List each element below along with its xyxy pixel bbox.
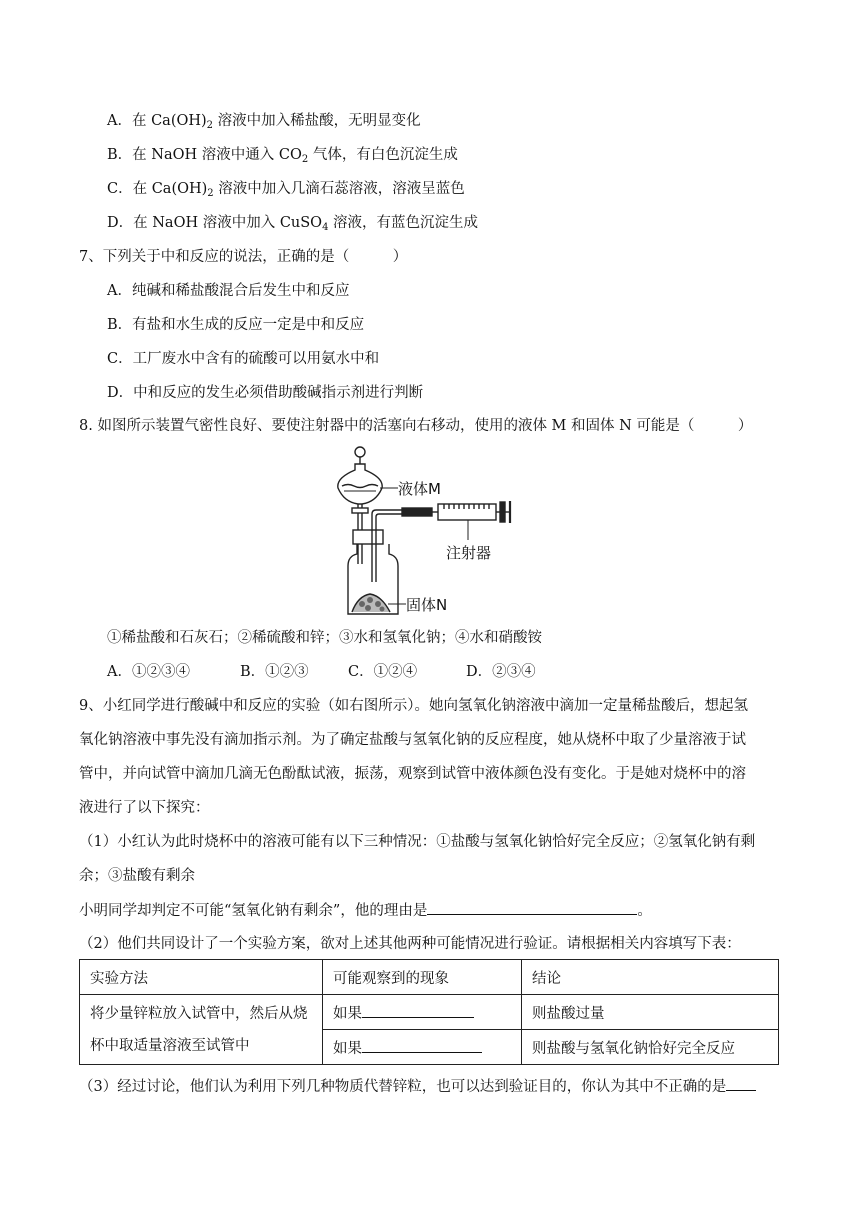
q9-stem-line2: 氧化钠溶液中事先没有滴加指示剂。为了确定盐酸与氢氧化钠的反应程度，她从烧杯中取了少量溶液于试	[79, 732, 746, 748]
q8-option-d: D．②③④	[466, 664, 536, 680]
q9-stem-line4: 液进行了以下探究：	[79, 800, 210, 816]
q8-option-b: B．①②③	[240, 664, 309, 680]
table-header: 结论	[522, 960, 779, 995]
q7-option-d: D．中和反应的发生必须借助酸碱指示剂进行判断	[107, 385, 424, 401]
q9-part1-line3: 小明同学却判定不可能“氢氧化钠有剩余”，他的理由是 。	[79, 900, 652, 921]
reason-answer-blank[interactable]	[427, 900, 637, 915]
method-cell: 将少量锌粒放入试管中，然后从烧 杯中取适量溶液至试管中	[80, 995, 323, 1065]
q9-part3: （3）经过讨论，他们认为利用下列几种物质代替锌粒，也可以达到验证目的，你认为其中不正确的是	[79, 1076, 756, 1097]
apparatus-figure	[318, 444, 528, 624]
q9-part1-line1: （1）小红认为此时烧杯中的溶液可能有以下三种情况：①盐酸与氢氧化钠恰好完全反应；②氢氧化钠有剩	[79, 834, 756, 850]
q9-stem-line3: 管中，并向试管中滴加几滴无色酚酞试液，振荡，观察到试管中液体颜色没有变化。于是她对烧杯中的溶	[79, 766, 746, 782]
table-header-row	[80, 960, 779, 995]
syringe-label: 注射器	[446, 544, 492, 562]
experiment-table	[79, 959, 779, 1065]
observation-cell: 如果	[323, 995, 522, 1030]
observation-cell: 如果	[323, 1030, 522, 1065]
q8-stem: 8. 如图所示装置气密性良好、要使注射器中的活塞向右移动，使用的液体 M 和固体 N 可能是（ ）	[79, 418, 753, 434]
liquid-m-label: 液体M	[398, 480, 441, 498]
q9-part1-line2: 余；③盐酸有剩余	[79, 868, 195, 884]
q7-stem: 7、下列关于中和反应的说法，正确的是（ ）	[79, 249, 408, 265]
observation-blank-1[interactable]	[362, 1003, 474, 1018]
q6-option-c: C．在 $Ca(OH)_2$ 溶液中加入几滴石蕊溶液，溶液呈蓝色	[107, 181, 465, 199]
q9-stem-line1: 9、小红同学进行酸碱中和反应的实验（如右图所示）。她向氢氧化钠溶液中滴加一定量稀盐酸后，想起氢	[79, 698, 748, 714]
table-header: 实验方法	[80, 960, 323, 995]
table-header: 可能观察到的现象	[323, 960, 522, 995]
conclusion-cell: 则盐酸与氢氧化钠恰好完全反应	[522, 1030, 779, 1065]
q8-option-a: A．①②③④	[107, 664, 190, 680]
q7-option-a: A．纯碱和稀盐酸混合后发生中和反应	[107, 283, 350, 299]
q9-part1-reason-prompt: 小明同学却判定不可能“氢氧化钠有剩余”，他的理由是	[79, 903, 428, 919]
q6-option-d: D．在 NaOH 溶液中加入 CuSO$_4$ 溶液，有蓝色沉淀生成	[107, 215, 479, 233]
q7-option-c: C．工厂废水中含有的硫酸可以用氨水中和	[107, 351, 380, 367]
conclusion-cell: 则盐酸过量	[522, 995, 779, 1030]
table-row	[80, 995, 779, 1030]
q6-option-a: A．在 $Ca(OH)_2$ 溶液中加入稀盐酸，无明显变化	[107, 113, 421, 131]
q9-part2: （2）他们共同设计了一个实验方案，欲对上述其他两种可能情况进行验证。请根据相关内容填写下表：	[79, 936, 741, 952]
q7-option-b: B．有盐和水生成的反应一定是中和反应	[107, 317, 365, 333]
solid-n-label: 固体N	[406, 596, 448, 614]
q6-option-b: B．在 NaOH 溶液中通入 $CO_2$ 气体，有白色沉淀生成	[107, 147, 458, 165]
q8-option-c: C．①②④	[348, 664, 418, 680]
observation-blank-2[interactable]	[362, 1038, 482, 1053]
part3-answer-blank[interactable]	[726, 1076, 756, 1091]
q8-choices: ①稀盐酸和石灰石；②稀硫酸和锌；③水和氢氧化钠；④水和硝酸铵	[107, 630, 542, 646]
